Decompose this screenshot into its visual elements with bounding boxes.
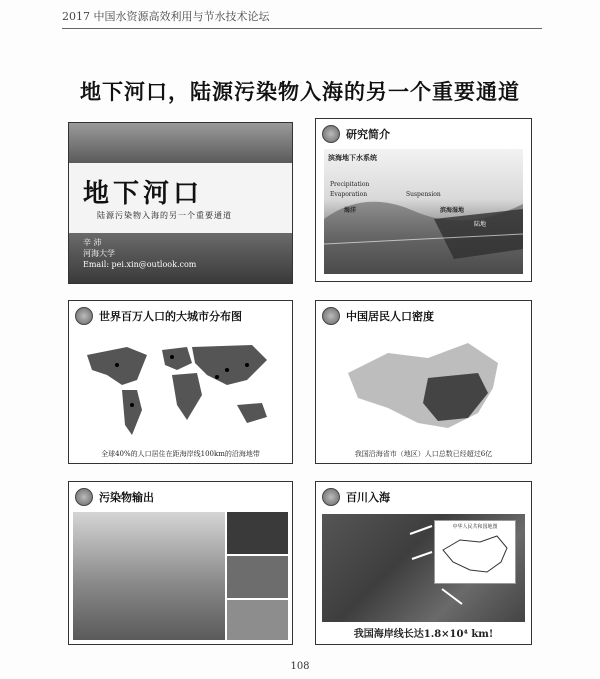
inset-title: 中华人民共和国地图 bbox=[452, 524, 498, 530]
slide-heading-text: 研究简介 bbox=[346, 128, 390, 141]
author-name: 辛 沛 bbox=[83, 238, 102, 247]
slide-heading-text: 百川入海 bbox=[346, 491, 390, 504]
label-ocean: 海洋 bbox=[344, 207, 357, 214]
slide-subtitle: 陆源污染物入海的另一个重要通道 bbox=[97, 211, 232, 220]
slide-research-intro bbox=[315, 118, 532, 282]
slide-caption: 我国沿海省市（地区）人口总数已经超过6亿 bbox=[354, 450, 493, 458]
running-header: 2017 中国水资源高效利用与节水技术论坛 bbox=[62, 8, 542, 29]
slide-heading bbox=[322, 488, 390, 506]
slide-title-text: 地下河口 bbox=[83, 179, 204, 209]
slide-heading-text: 污染物输出 bbox=[99, 491, 154, 504]
world-map bbox=[77, 335, 284, 443]
author-affiliation: 河海大学 bbox=[83, 249, 115, 258]
label-wetland: 滨海湿地 bbox=[440, 207, 465, 214]
university-logo-icon bbox=[322, 488, 340, 506]
world-map-shapes bbox=[77, 335, 284, 443]
china-density-map bbox=[328, 333, 518, 445]
diagram-title: 滨海地下水系统 bbox=[328, 153, 377, 162]
photo-pollution-3 bbox=[227, 600, 288, 640]
slide-heading-text: 世界百万人口的大城市分布图 bbox=[99, 310, 242, 323]
author-email: Email: pei.xin@outlook.com bbox=[83, 260, 197, 269]
university-logo-icon bbox=[322, 307, 340, 325]
label-suspension: Suspension bbox=[406, 191, 441, 198]
slide-pollutant-output bbox=[68, 481, 293, 645]
label-land: 陆地 bbox=[474, 221, 487, 228]
photo-pollution-1 bbox=[227, 512, 288, 554]
university-logo-icon bbox=[322, 125, 340, 143]
photo-beach-people bbox=[69, 123, 292, 163]
slide-heading bbox=[75, 488, 154, 506]
photo-pollution-2 bbox=[227, 556, 288, 598]
page-number: 108 bbox=[290, 661, 310, 672]
slide-heading bbox=[75, 307, 242, 325]
author-block bbox=[83, 237, 196, 270]
china-inset-map bbox=[434, 520, 516, 584]
slide-china-density bbox=[315, 300, 532, 464]
university-logo-icon bbox=[75, 307, 93, 325]
page-title: 地下河口，陆源污染物入海的另一个重要通道 bbox=[80, 79, 520, 104]
slide-caption: 我国海岸线长达1.8×10⁴ km! bbox=[353, 629, 494, 640]
slide-heading bbox=[322, 307, 434, 325]
label-evaporation: Evaporation bbox=[330, 191, 368, 198]
coastal-groundwater-diagram bbox=[324, 149, 523, 274]
slide-title bbox=[68, 122, 293, 284]
slide-heading-text: 中国居民人口密度 bbox=[346, 310, 434, 323]
slide-world-cities bbox=[68, 300, 293, 464]
slide-caption: 全球40%的人口居住在距海岸线100km的沿海地带 bbox=[101, 450, 260, 458]
pollution-illustration bbox=[73, 512, 225, 640]
inset-map-outline bbox=[435, 530, 513, 580]
university-logo-icon bbox=[75, 488, 93, 506]
china-map-shape bbox=[328, 333, 518, 445]
slide-heading bbox=[322, 125, 390, 143]
label-precipitation: Precipitation bbox=[330, 181, 370, 188]
slide-rivers-to-sea bbox=[315, 481, 532, 645]
